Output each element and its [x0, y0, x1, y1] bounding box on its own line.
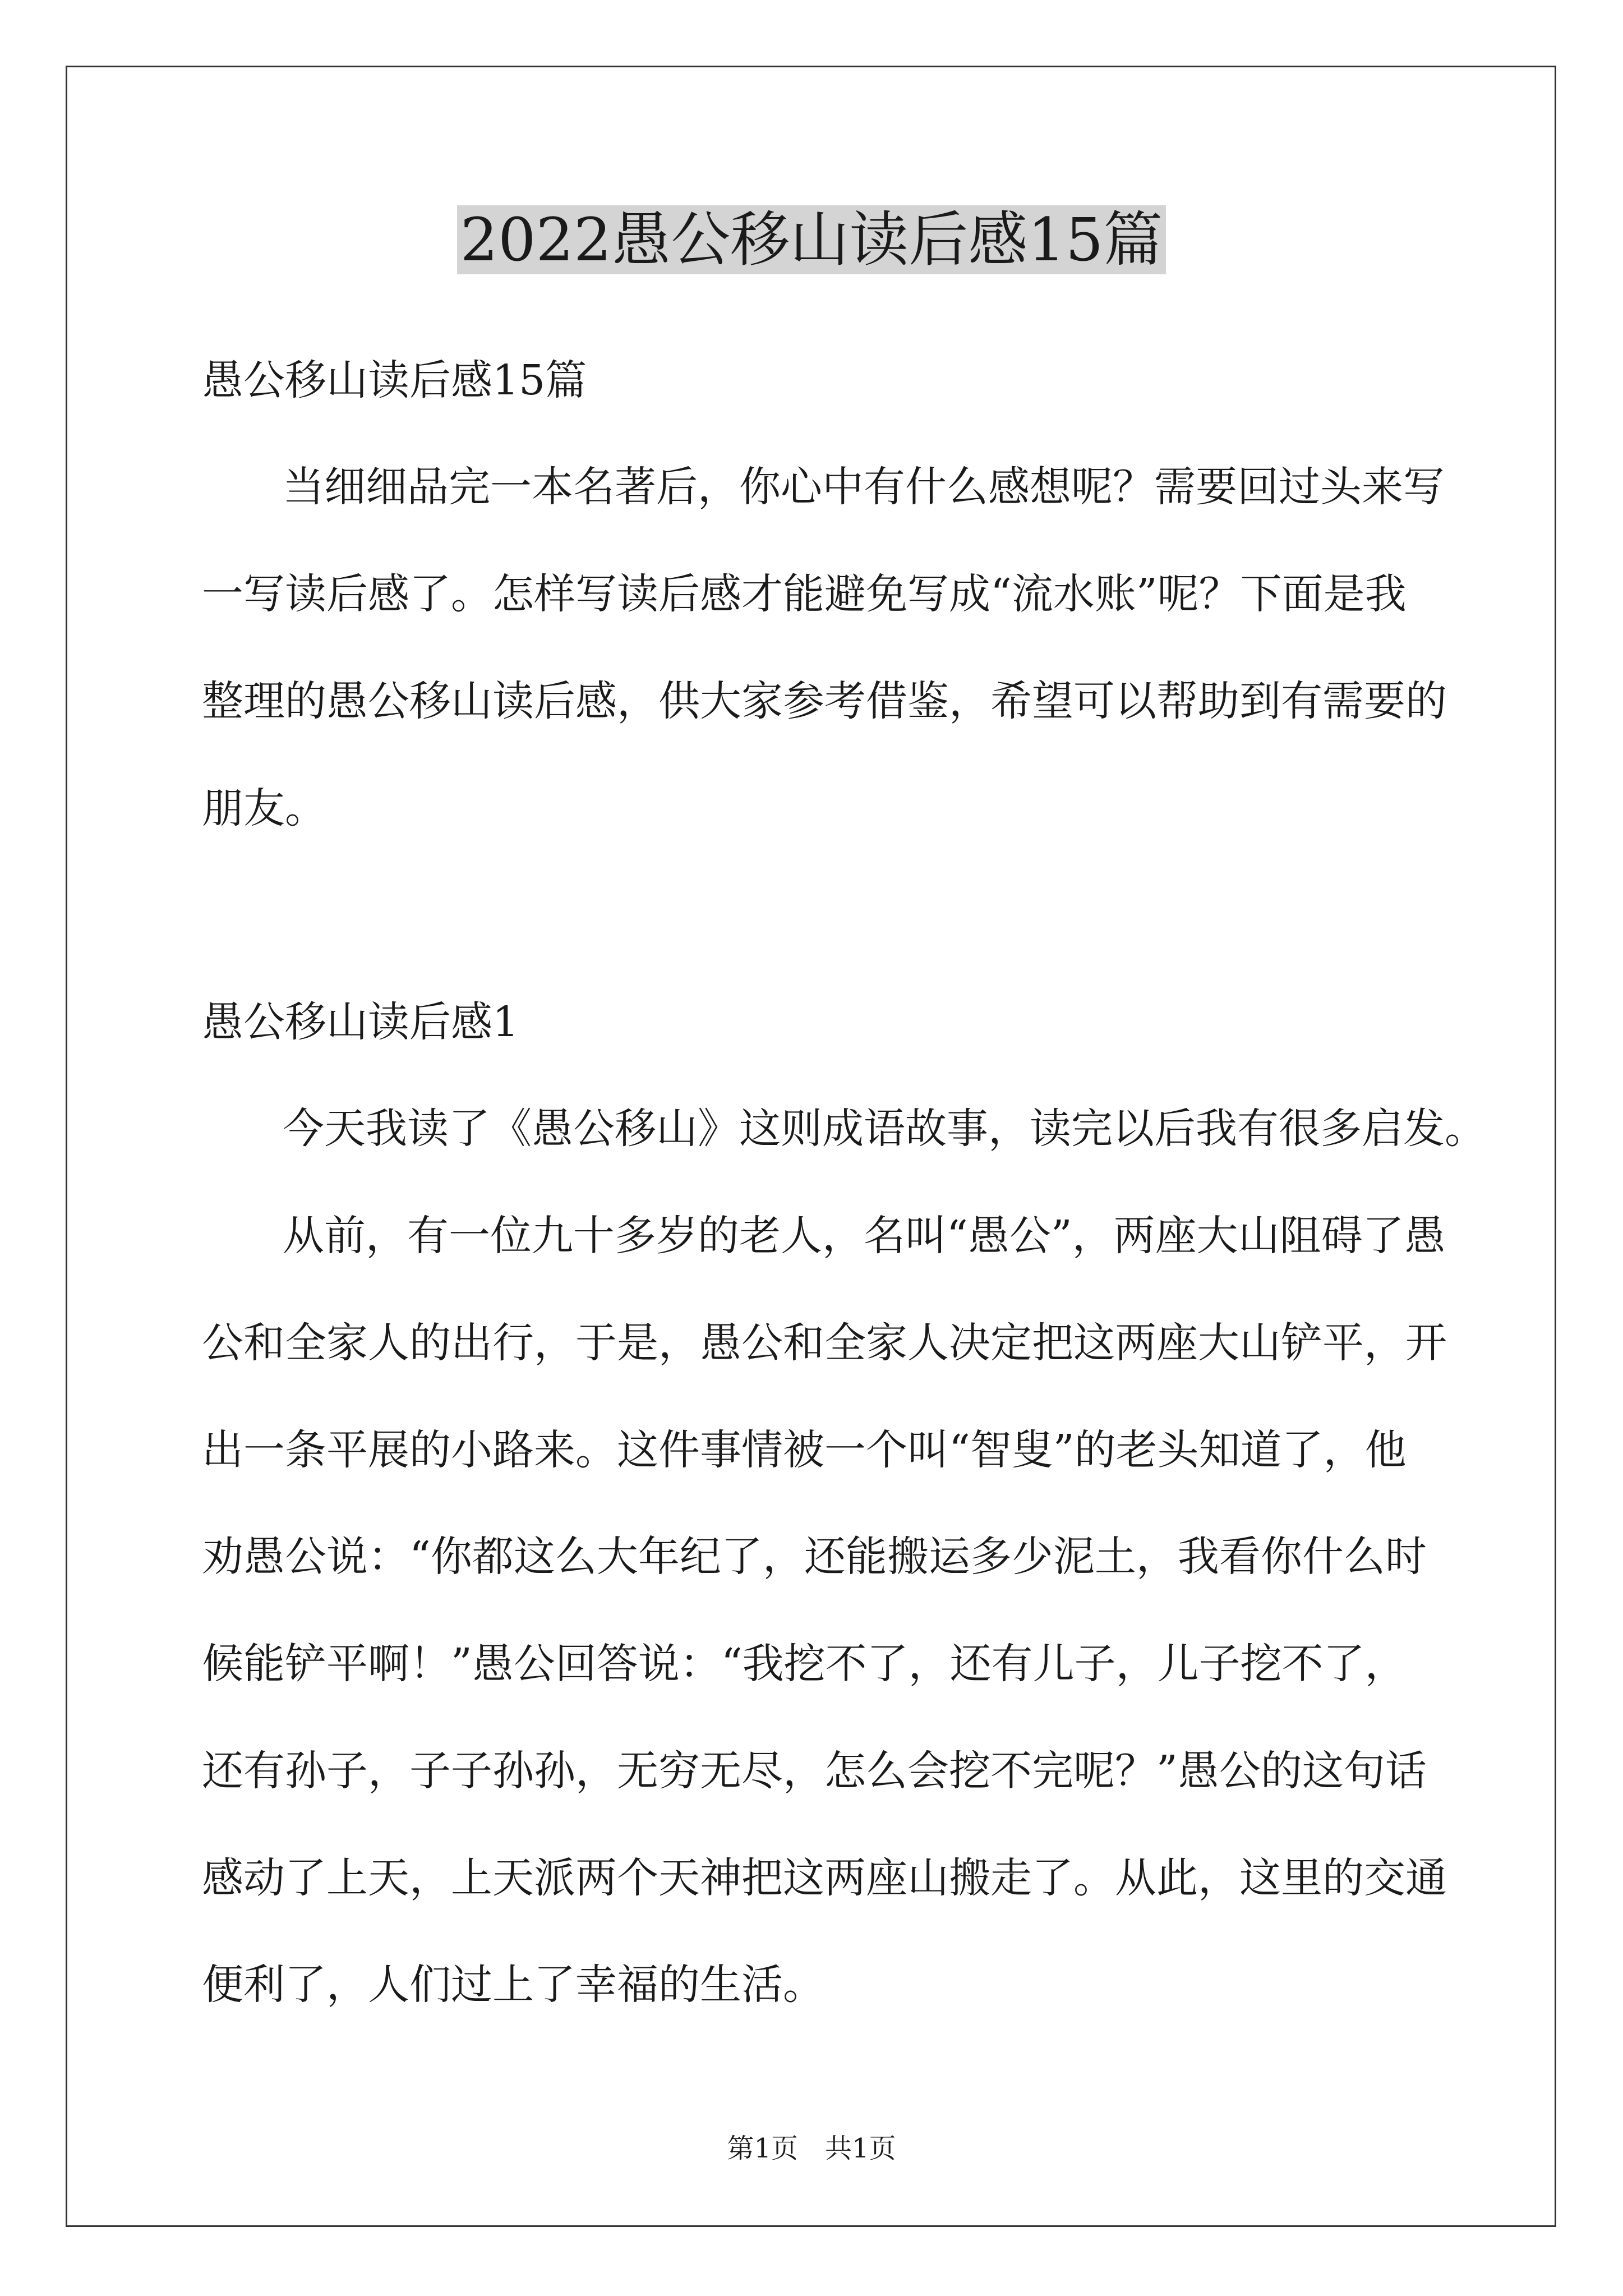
section1-p2-line-7: 感动了上天，上天派两个天神把这两座山搬走了。从此，这里的交通	[202, 1854, 1447, 1902]
section1-p2-line-3: 出一条平展的小路来。这件事情被一个叫“智叟”的老头知道了，他	[202, 1426, 1407, 1474]
section-heading: 愚公移山读后感1	[202, 998, 519, 1046]
section1-p2-line-1: 从前，有一位九十多岁的老人，名叫“愚公”，两座大山阻碍了愚	[283, 1212, 1446, 1260]
section1-p2-line-6: 还有孙子，子子孙孙，无穷无尽，怎么会挖不完呢？”愚公的这句话	[202, 1747, 1427, 1795]
intro-line-2: 一写读后感了。怎样写读后感才能避免写成“流水账”呢？下面是我	[202, 570, 1407, 618]
intro-line-4: 朋友。	[202, 784, 326, 832]
section1-paragraph-1: 今天我读了《愚公移山》这则成语故事，读完以后我有很多启发。	[283, 1105, 1486, 1153]
subtitle: 愚公移山读后感15篇	[202, 356, 587, 404]
intro-line-3: 整理的愚公移山读后感，供大家参考借鉴，希望可以帮助到有需要的	[202, 677, 1447, 725]
document-title	[0, 201, 1623, 279]
section1-p2-line-8: 便利了，人们过上了幸福的生活。	[202, 1961, 824, 2009]
intro-line-1: 当细细品完一本名著后，你心中有什么感想呢？需要回过头来写	[283, 463, 1445, 511]
section1-p2-line-4: 劝愚公说：“你都这么大年纪了，还能搬运多少泥土，我看你什么时	[202, 1533, 1427, 1581]
section1-p2-line-5: 候能铲平啊！”愚公回答说：“我挖不了，还有儿子，儿子挖不了，	[202, 1640, 1407, 1688]
section1-p2-line-2: 公和全家人的出行，于是，愚公和全家人决定把这两座大山铲平，开	[202, 1319, 1447, 1367]
document-title-text: 2022愚公移山读后感15篇	[457, 205, 1166, 274]
page-footer: 第1页 共1页	[727, 2133, 896, 2164]
